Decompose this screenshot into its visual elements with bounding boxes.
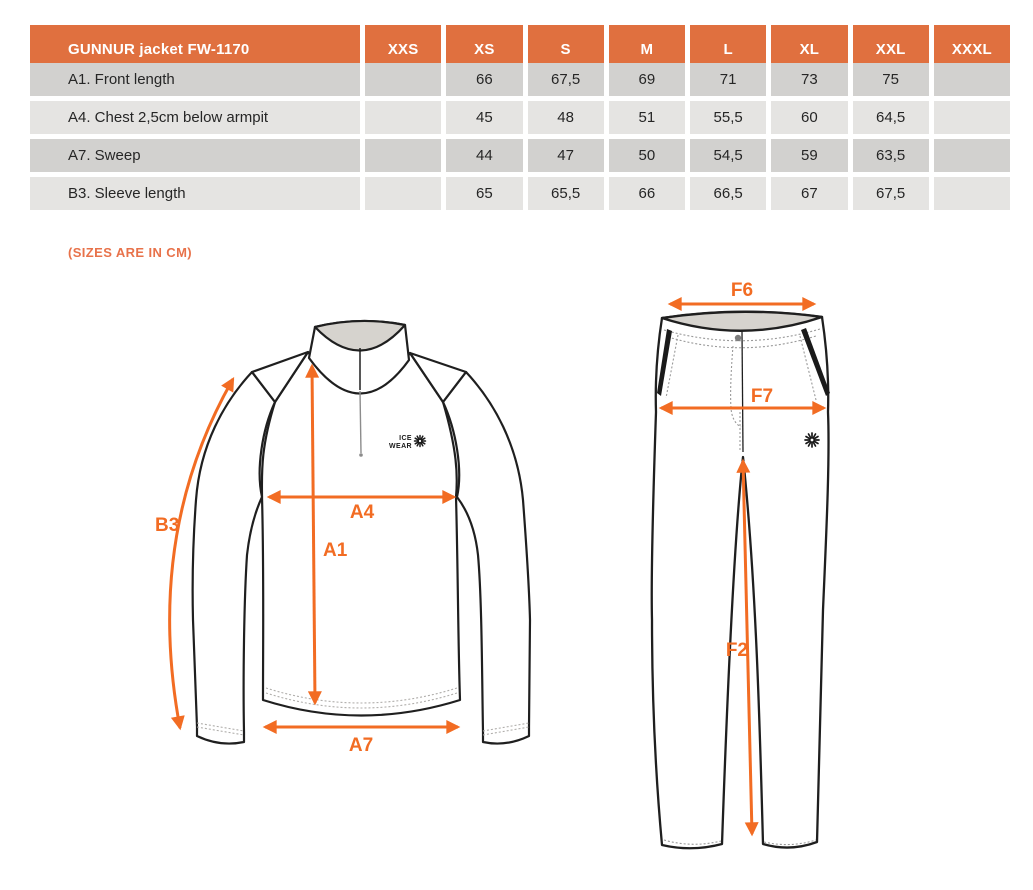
row-label-chest: A4. Chest 2,5cm below armpit	[30, 101, 360, 134]
a7-label: A7	[348, 735, 374, 756]
a1-label: A1	[323, 540, 348, 561]
cell-chest-s: 48	[528, 101, 604, 134]
jacket-outline	[193, 321, 530, 744]
cell-sweep-s: 47	[528, 139, 604, 172]
table-header-s: S	[528, 25, 604, 73]
cell-front-length-xl: 73	[771, 63, 847, 96]
table-header-xxxl: XXXL	[934, 25, 1010, 73]
cell-sleeve-xxl: 67,5	[853, 177, 929, 210]
zipper-pull	[359, 453, 363, 457]
f7-label: F7	[750, 386, 774, 407]
cell-chest-m: 51	[609, 101, 685, 134]
cell-front-length-xxl: 75	[853, 63, 929, 96]
pants-diagram	[630, 280, 850, 880]
cell-front-length-s: 67,5	[528, 63, 604, 96]
cell-front-length-xxxl	[934, 63, 1010, 96]
cell-sweep-l: 54,5	[690, 139, 766, 172]
svg-text:ICE: ICE	[399, 435, 412, 442]
sizes-in-cm-note: (SIZES ARE IN CM)	[68, 245, 193, 260]
table-header-product: GUNNUR jacket FW-1170	[30, 25, 360, 73]
cell-chest-xl: 60	[771, 101, 847, 134]
cell-sweep-xxl: 63,5	[853, 139, 929, 172]
cell-sleeve-s: 65,5	[528, 177, 604, 210]
cell-front-length-xs: 66	[446, 63, 522, 96]
size-table	[30, 25, 1010, 210]
cell-chest-xs: 45	[446, 101, 522, 134]
waist-button	[735, 335, 741, 341]
cell-sleeve-xxxl	[934, 177, 1010, 210]
table-header-xxs: XXS	[365, 25, 441, 73]
row-label-sweep: A7. Sweep	[30, 139, 360, 172]
row-label-sleeve-length: B3. Sleeve length	[30, 177, 360, 210]
cell-sweep-xs: 44	[446, 139, 522, 172]
cell-front-length-l: 71	[690, 63, 766, 96]
svg-text:WEAR: WEAR	[389, 443, 412, 450]
table-header-xs: XS	[446, 25, 522, 73]
table-header-l: L	[690, 25, 766, 73]
jacket-diagram	[140, 290, 560, 770]
cell-chest-l: 55,5	[690, 101, 766, 134]
cell-sweep-xxs	[365, 139, 441, 172]
cell-chest-xxxl	[934, 101, 1010, 134]
pants-outline	[652, 312, 829, 849]
cell-front-length-m: 69	[609, 63, 685, 96]
table-header-m: M	[609, 25, 685, 73]
a4-label: A4	[349, 502, 375, 523]
f2-label: F2	[725, 640, 748, 661]
b3-label: B3	[155, 515, 180, 536]
cell-sleeve-xl: 67	[771, 177, 847, 210]
row-label-front-length: A1. Front length	[30, 63, 360, 96]
cell-chest-xxl: 64,5	[853, 101, 929, 134]
cell-sweep-xl: 59	[771, 139, 847, 172]
cell-sleeve-m: 66	[609, 177, 685, 210]
cell-sleeve-xxs	[365, 177, 441, 210]
cell-front-length-xxs	[365, 63, 441, 96]
table-header-xxl: XXL	[853, 25, 929, 73]
cell-chest-xxs	[365, 101, 441, 134]
cell-sleeve-l: 66,5	[690, 177, 766, 210]
cell-sleeve-xs: 65	[446, 177, 522, 210]
zipper	[360, 391, 361, 453]
f6-label: F6	[730, 280, 754, 301]
cell-sweep-m: 50	[609, 139, 685, 172]
table-header-xl: XL	[771, 25, 847, 73]
cell-sweep-xxxl	[934, 139, 1010, 172]
